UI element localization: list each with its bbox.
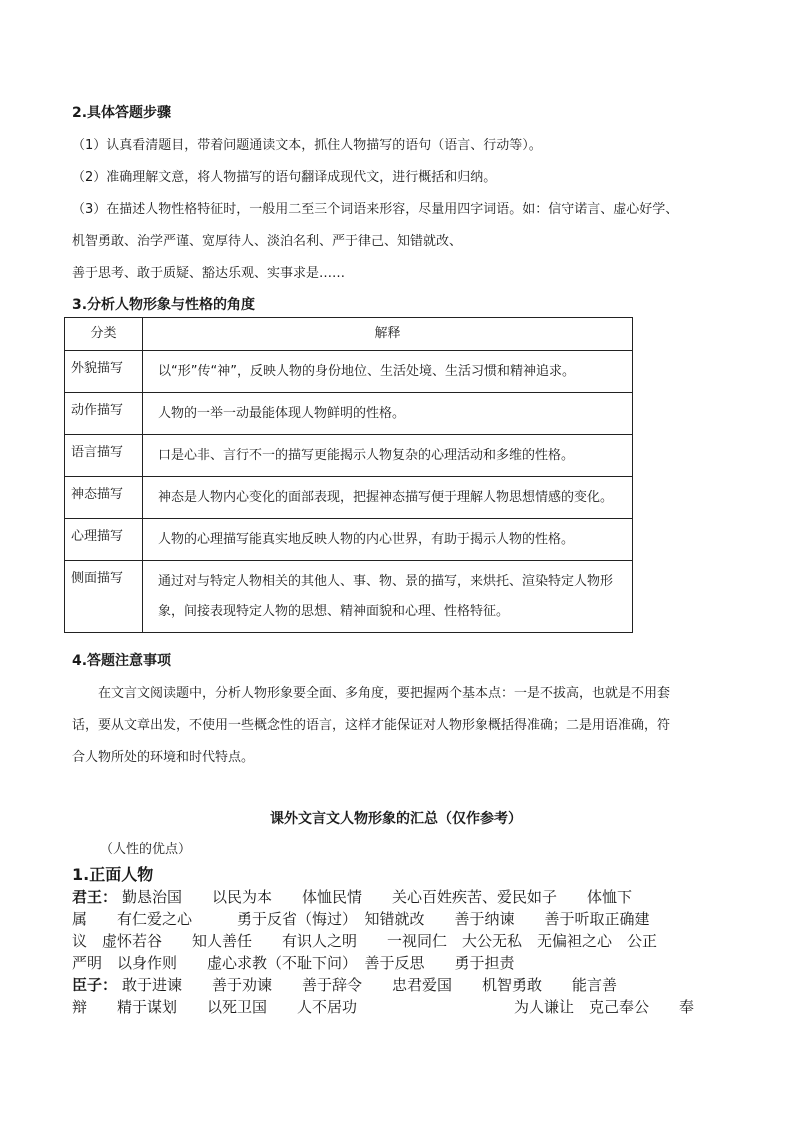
king-line4: 严明 以身作则 虚心求教（不耻下问） 善于反思 勇于担责 [72, 954, 515, 972]
row-explain: 人物的一举一动最能体现人物鲜明的性格。 [143, 393, 633, 435]
section4-para-line1: 在文言文阅读题中，分析人物形象要全面、多角度，要把握两个基本点：一是不拔高，也就是不用套 [98, 686, 671, 701]
section2-line1: （1）认真看清题目，带着问题通读文本，抓住人物描写的语句（语言、行动等）。 [72, 138, 542, 153]
king-line1: 勤恳治国 以民为本 体恤民情 关心百姓疾苦、爱民如子 体恤下 [122, 888, 633, 906]
row-category: 动作描写 [65, 393, 143, 435]
row-explain: 口是心非、言行不一的描写更能揭示人物复杂的心理活动和多维的性格。 [143, 435, 633, 477]
row-explain: 神态是人物内心变化的面部表现，把握神态描写便于理解人物思想情感的变化。 [143, 477, 633, 519]
row-explain: 人物的心理描写能真实地反映人物的内心世界，有助于揭示人物的性格。 [143, 519, 633, 561]
section4-heading: 4.答题注意事项 [72, 653, 172, 669]
row-category: 侧面描写 [65, 561, 143, 633]
section3-heading: 3.分析人物形象与性格的角度 [72, 297, 256, 313]
character-analysis-table [64, 317, 633, 633]
section4-para-line2: 话，要从文章出发，不使用一些概念性的语言，这样才能保证对人物形象概括得准确；二是用语准确，符 [72, 718, 671, 733]
row-category: 外貌描写 [65, 351, 143, 393]
section2-line3: （3）在描述人物性格特征时，一般用二至三个词语来形容，尽量用四字词语。如：信守诺言、虚心好学、 [72, 202, 679, 217]
row-category: 神态描写 [65, 477, 143, 519]
king-label: 君王： [72, 888, 118, 906]
row-explain: 通过对与特定人物相关的其他人、事、物、景的描写，来烘托、渲染特定人物形象，间接表现特定人物的思想、精神面貌和心理、性格特征。 [143, 561, 633, 633]
section2-line4: 机智勇敢、治学严谨、宽厚待人、淡泊名利、严于律己、知错就改、 [72, 234, 463, 249]
king-line2: 属 有仁爱之心 勇于反省（悔过） 知错就改 善于纳谏 善于听取正确建 [72, 910, 650, 928]
header-category: 分类 [65, 318, 143, 351]
row-explain: 以“形”传“神”，反映人物的身份地位、生活处境、生活习惯和精神追求。 [143, 351, 633, 393]
table-row [65, 393, 633, 435]
table-row [65, 561, 633, 633]
minister-line2a: 辩 精于谋划 以死卫国 人不居功 [72, 998, 358, 1016]
minister-line1: 敢于进谏 善于劝谏 善于辞令 忠君爱国 机智勇敢 能言善 [122, 976, 618, 994]
header-explain: 解释 [143, 318, 633, 351]
section2-line2: （2）准确理解文意，将人物描写的语句翻译成现代文，进行概括和归纳。 [72, 170, 497, 185]
section2-heading: 2.具体答题步骤 [72, 105, 172, 121]
section4-para-line3: 合人物所处的环境和时代特点。 [72, 750, 255, 765]
row-category: 语言描写 [65, 435, 143, 477]
minister-line2b: 为人谦让 克己奉公 奉 [514, 998, 695, 1016]
table-row [65, 351, 633, 393]
minister-label: 臣子： [72, 976, 118, 994]
king-line3: 议 虚怀若谷 知人善任 有识人之明 一视同仁 大公无私 无偏袒之心 公正 [72, 932, 658, 950]
summary-heading: 1.正面人物 [72, 865, 154, 884]
table-row [65, 435, 633, 477]
table-row [65, 519, 633, 561]
section2-line5: 善于思考、敢于质疑、豁达乐观、实事求是…… [72, 266, 346, 281]
row-category: 心理描写 [65, 519, 143, 561]
table-row [65, 477, 633, 519]
summary-subtitle: （人性的优点） [100, 842, 192, 857]
table-header-row [65, 318, 633, 351]
summary-title: 课外文言文人物形象的汇总（仅作参考） [270, 811, 522, 827]
